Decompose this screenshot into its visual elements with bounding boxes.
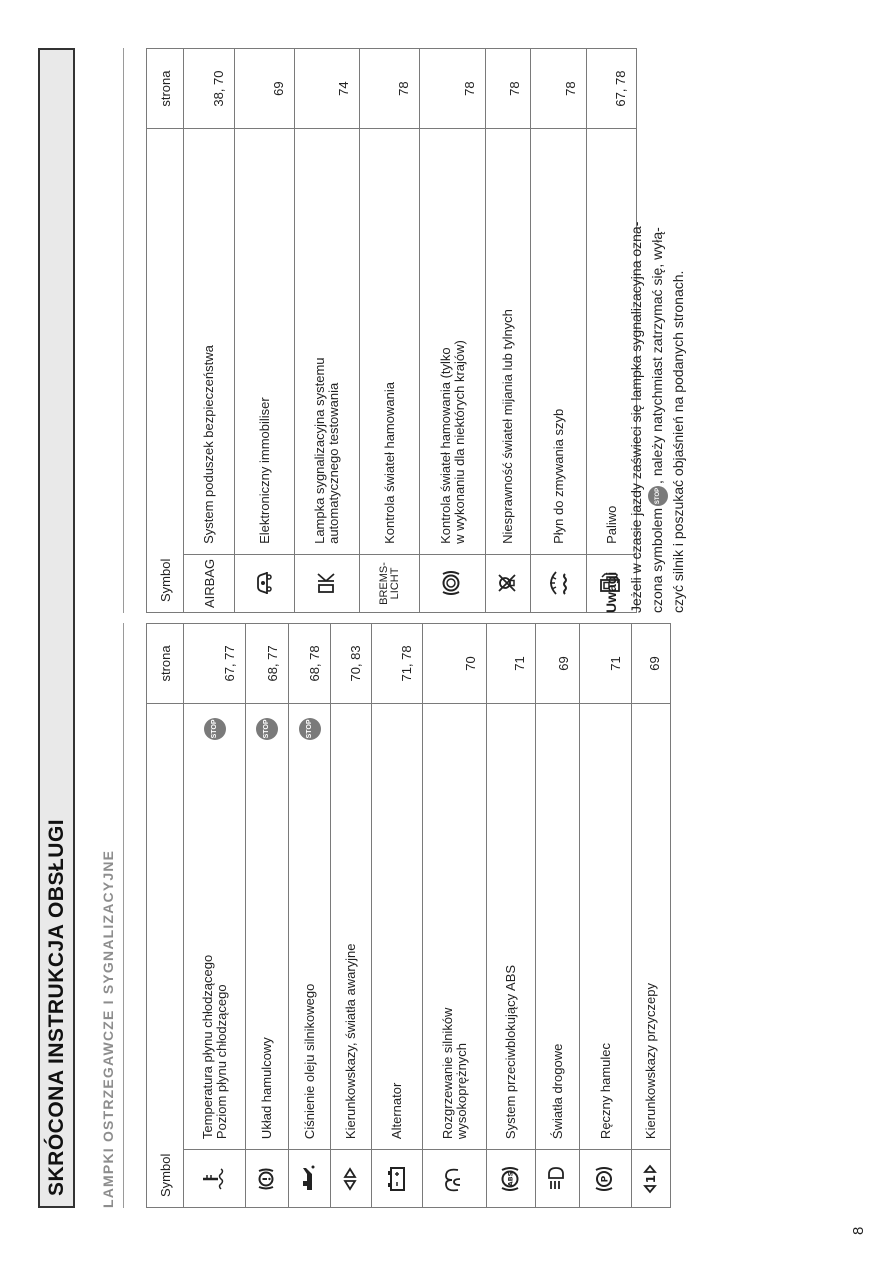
svg-text:ABS: ABS bbox=[506, 1171, 514, 1186]
item-label: Ręczny hamulec bbox=[597, 1042, 613, 1140]
list-item bbox=[235, 129, 295, 555]
table-row bbox=[420, 49, 486, 613]
list-item bbox=[580, 703, 632, 1149]
symbol-column-header: Symbol bbox=[147, 703, 184, 1207]
list-item bbox=[536, 703, 580, 1149]
bulb-failure-icon bbox=[486, 554, 531, 612]
list-item bbox=[420, 129, 486, 555]
parking-brake-icon bbox=[580, 1150, 632, 1208]
item-label: Poziom płynu chłodzącego bbox=[213, 984, 229, 1140]
table-row bbox=[486, 49, 531, 613]
item-label: Kontrola świateł hamowania (tylko bbox=[437, 347, 453, 544]
stop-icon: STOP bbox=[299, 718, 321, 740]
item-label: Temperatura płynu chłodzącego bbox=[199, 954, 215, 1140]
airbag-label: AIRBAG bbox=[201, 558, 217, 609]
item-label: System przeciwblokujący ABS bbox=[503, 964, 518, 1140]
table-row bbox=[289, 624, 331, 1208]
page-ref: 67, 77 bbox=[184, 624, 246, 704]
table-row bbox=[632, 624, 671, 1208]
item-label: Układ hamulcowy bbox=[259, 1037, 274, 1140]
high-beam-icon bbox=[536, 1150, 580, 1208]
list-item bbox=[372, 703, 423, 1149]
page-ref: 74 bbox=[295, 49, 360, 129]
page-ref: 38, 70 bbox=[184, 49, 235, 129]
notes-section bbox=[603, 48, 689, 613]
airbag-symbol bbox=[184, 554, 235, 612]
table-row bbox=[331, 624, 372, 1208]
page-ref: 78 bbox=[420, 49, 486, 129]
stop-icon: STOP bbox=[204, 718, 226, 740]
list-item bbox=[632, 703, 671, 1149]
coolant-temperature-icon bbox=[184, 1150, 246, 1208]
list-item bbox=[289, 703, 331, 1149]
item-label: Światła drogowe bbox=[549, 1043, 565, 1140]
page-ref: 69 bbox=[632, 624, 671, 704]
item-label: Kontrola świateł hamowania bbox=[381, 382, 397, 544]
table-row bbox=[295, 49, 360, 613]
table-row bbox=[246, 624, 289, 1208]
notes-body bbox=[626, 48, 689, 613]
item-label: Paliwo bbox=[603, 505, 619, 544]
notes-text: , należy natychmiast zatrzymać się, wyłą- bbox=[649, 227, 665, 484]
item-label: Ciśnienie oleju silnikowego bbox=[301, 983, 317, 1140]
symbol-column-header: Symbol bbox=[147, 129, 184, 613]
glow-plug-icon bbox=[423, 1150, 487, 1208]
table-row bbox=[580, 624, 632, 1208]
list-item bbox=[331, 703, 372, 1149]
item-label: Rozgrzewanie silników bbox=[439, 1007, 455, 1140]
bremslicht-label: LICHT bbox=[388, 567, 401, 600]
table-row bbox=[536, 624, 580, 1208]
page-ref: 78 bbox=[531, 49, 587, 129]
page-column-header: strona bbox=[147, 49, 184, 129]
item-label: automatycznego testowania bbox=[326, 382, 341, 544]
page-ref: 67, 78 bbox=[587, 49, 637, 129]
warning-lights-table-left bbox=[146, 623, 671, 1208]
section-title: LAMPKI OSTRZEGAWCZE I SYGNALIZACYJNE bbox=[100, 849, 116, 1208]
abs-icon bbox=[487, 1150, 536, 1208]
item-label: Kierunkowskazy, światła awaryjne bbox=[343, 943, 358, 1140]
list-item bbox=[487, 703, 536, 1149]
table-row bbox=[184, 624, 246, 1208]
oil-pressure-icon bbox=[289, 1150, 331, 1208]
list-item bbox=[531, 129, 587, 555]
divider bbox=[123, 48, 124, 613]
page-ref: 69 bbox=[235, 49, 295, 129]
table-row bbox=[235, 49, 295, 613]
list-item bbox=[184, 129, 235, 555]
item-label: Alternator bbox=[389, 1082, 404, 1140]
page-ref: 70, 83 bbox=[331, 624, 372, 704]
page-ref: 71 bbox=[487, 624, 536, 704]
page-column-header: strona bbox=[147, 624, 184, 704]
notes-text: czona symbolem bbox=[649, 507, 665, 613]
brake-light-icon bbox=[420, 554, 486, 612]
page-ref: 69 bbox=[536, 624, 580, 704]
item-label: Niesprawność świateł mijania lub tylnych bbox=[500, 309, 515, 544]
svg-text:1: 1 bbox=[643, 1174, 658, 1183]
trailer-signal-icon bbox=[632, 1150, 671, 1208]
table-row bbox=[487, 624, 536, 1208]
brake-system-icon bbox=[246, 1150, 289, 1208]
notes-line: czyć silnik i poszukać objaśnień na podanych stronach. bbox=[670, 270, 687, 613]
turn-signals-icon bbox=[331, 1150, 372, 1208]
table-header-row bbox=[147, 49, 184, 613]
notes-heading: Uwagi bbox=[603, 571, 619, 613]
page-ref: 78 bbox=[360, 49, 420, 129]
immobiliser-icon bbox=[235, 554, 295, 612]
washer-fluid-icon bbox=[531, 554, 587, 612]
auto-test-icon bbox=[295, 554, 360, 612]
notes-line: Jeżeli w czasie jazdy zaświeci się lampka sygnalizacyjna ozna- bbox=[628, 221, 644, 613]
page-number: 8 bbox=[850, 1226, 867, 1235]
item-label: Kierunkowskazy przyczepy bbox=[643, 983, 658, 1140]
page-ref: 68, 77 bbox=[246, 624, 289, 704]
page-title: SKRÓCONA INSTRUKCJA OBSŁUGI bbox=[38, 48, 75, 1208]
list-item bbox=[423, 703, 487, 1149]
stop-icon: STOP bbox=[256, 718, 278, 740]
page-ref: 70 bbox=[423, 624, 487, 704]
item-label: Lampka sygnalizacyjna systemu bbox=[312, 357, 327, 544]
divider bbox=[123, 623, 124, 1208]
table-row bbox=[423, 624, 487, 1208]
page-ref: 71, 78 bbox=[372, 624, 423, 704]
list-item bbox=[486, 129, 531, 555]
table-row bbox=[360, 49, 420, 613]
item-label: w wykonaniu dla niektórych krajów) bbox=[451, 340, 467, 544]
table-row bbox=[531, 49, 587, 613]
warning-lights-table-right bbox=[146, 48, 637, 613]
list-item bbox=[184, 703, 246, 1149]
notes-line bbox=[647, 48, 668, 613]
bremslicht-label: BREMS- bbox=[377, 562, 390, 605]
item-label: System poduszek bezpieczeństwa bbox=[201, 345, 216, 544]
list-item bbox=[246, 703, 289, 1149]
table-row bbox=[184, 49, 235, 613]
table-header-row bbox=[147, 624, 184, 1208]
list-item bbox=[360, 129, 420, 555]
stop-icon: STOP bbox=[648, 486, 668, 506]
page-ref: 71 bbox=[580, 624, 632, 704]
item-label: wysokoprężnych bbox=[453, 1042, 469, 1140]
list-item bbox=[295, 129, 360, 555]
item-label: Elektroniczny immobiliser bbox=[256, 397, 272, 544]
table-row bbox=[372, 624, 423, 1208]
page-ref: 78 bbox=[486, 49, 531, 129]
bremslicht-symbol bbox=[360, 554, 420, 612]
item-label: Płyn do zmywania szyb bbox=[550, 408, 566, 544]
battery-icon bbox=[372, 1150, 423, 1208]
page-ref: 68, 78 bbox=[289, 624, 331, 704]
svg-text:P: P bbox=[600, 1175, 611, 1182]
